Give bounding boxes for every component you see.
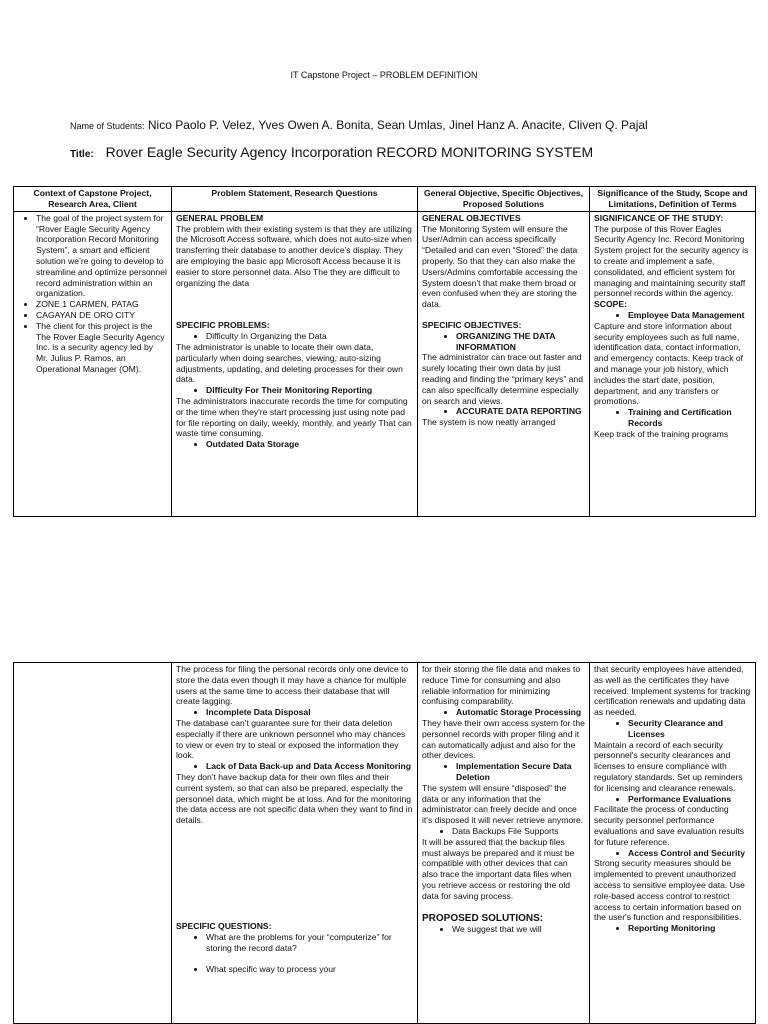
general-objectives-heading: GENERAL OBJECTIVES [422,212,521,223]
project-title-line [70,144,593,160]
list-item: • CAGAYAN DE ORO CITY [36,310,167,321]
list-item: • The client for this project is the The Rover Eagle Security Agency Inc. is a security agency led by Mr. Julius P. Ramos, an Operational Manager (OM). [36,321,167,375]
objective-4-title: • Implementation Secure Data Deletion [456,761,585,783]
problem-3-title: • Outdated Data Storage [206,439,413,450]
problem-continued-text: The process for filing the personal records only one device to store the data even though it may have a chance for multiple users at the same time to access their database that will create lagging. [176,664,409,707]
objective-2-text: The system is now neatly arranged [422,417,556,428]
scope-5-text: Strong security measures should be implemented to prevent unauthorized access to sensitive employee data. Use role-based access control to restrict access to certain information based on the user's function and responsibilities. [594,858,745,923]
problem-definition-table-page2 [13,662,756,1024]
list-item: • ZONE 1 CARMEN, PATAG [36,299,167,310]
problem-1-text: The administrator is unable to locate their own data, particularly when doing searches, viewing, auto-sizing adjustments, updating, and deleting processes for their own data. [176,341,403,385]
general-problem-text: The problem with their existing system is that they are utilizing the Microsoft Access software, which does not auto-size when transferring their database to another device's display. They are employing the basic app Microsoft Access because it is easier to store personnel data. Also The they are difficult to organizing the data [176,223,412,288]
problem-5-title: • Lack of Data Back-up and Data Access Monitoring [206,761,413,772]
question-1: • What are the problems for your “computerize” for storing the record data? [206,932,413,954]
context-cell-continued [14,663,172,1024]
problem-2-text: The administrators inaccurate records the time for computing or the time when they're start processing just using note pad for file reporting on daily, weekly, monthly, and yearly That can waste time consuming. [176,395,412,439]
problem-4-text: The database can't guarantee sure for their data deletion especially if there are unknown personnel who may chances to view or even try to steal or exposed the information they look. [176,717,406,761]
scope-4-title: • Performance Evaluations [628,794,751,805]
table-body-row [14,663,756,1024]
table-header-row [14,187,756,212]
objective-1-title: • ORGANIZING THE DATA INFORMATION [456,331,585,353]
objective-4-text: The system will ensure “disposed” the data or any information that the administrator can freely decide and once it's disposed it will never retrieve anymore. [422,782,584,826]
project-title: Rover Eagle Security Agency Incorporation RECORD MONITORING SYSTEM [105,144,594,160]
significance-cell-continued [590,663,756,1024]
scope-6-title: • Reporting Monitoring [628,923,751,934]
problem-5-text: They don't have backup data for their own files and their current system, so that can also be prepared, especially the personnel data, which might be at loss. And for the monitoring the data access are not specific data when they want to find in details. [176,771,413,826]
header-context: Context of Capstone Project, Research Area, Client [14,187,172,212]
specific-questions-heading: SPECIFIC QUESTIONS: [176,920,272,931]
scope-4-text: Facilitate the process of conducting security personnel performance evaluations and save evaluation results for future reference. [594,804,745,847]
proposed-solutions-heading: PROPOSED SOLUTIONS: [422,912,544,924]
title-label: Title: [70,149,94,160]
objective-5-title: • Data Backups File Supports [452,826,585,837]
context-list [18,213,167,375]
problem-cell-continued [172,663,418,1024]
scope-1-title: • Employee Data Management [628,310,751,321]
significance-cell [590,211,756,516]
objectives-continued-text: for their storing the file data and makes to reduce Time for consuming and also reliable information for minimizing confusing comparability. [422,664,581,707]
problem-definition-table-page1 [13,186,756,517]
significance-text: The purpose of this Rover Eagles Security Agency Inc. Record Monitoring System project for the security agency is to create and implement a safe, consolidated, and efficient system for managing and maintaining security staff personnel records within the agency. [594,223,749,299]
problem-4-title: • Incomplete Data Disposal [206,707,413,718]
table-body-row [14,211,756,516]
problem-2-title: • Difficulty For Their Monitoring Reporting [206,385,413,396]
header-objectives: General Objective, Specific Objectives, Proposed Solutions [418,187,590,212]
specific-problems-heading: SPECIFIC PROBLEMS: [176,320,270,331]
objective-3-title: • Automatic Storage Processing [456,707,585,718]
document-title: IT Capstone Project – PROBLEM DEFINITION [290,70,478,80]
specific-objectives-heading: SPECIFIC OBJECTIVES: [422,319,522,330]
problem-cell [172,211,418,516]
scope-2-text: Keep track of the training programs [594,428,729,439]
students-names: Nico Paolo P. Velez, Yves Owen A. Bonita, Sean Umlas, Jinel Hanz A. Anacite, Cliven Q. Pajal [147,118,648,132]
significance-continued-text: that security employees have attended, as well as the certificates they have received. Implement systems for tracking certification renewals and updating data as needed. [594,664,751,718]
objective-1-text: The administrator can trace out faster and surely locating their own data by just reading and finding the “primary keys” and can also specifically determine especially on search and views. [422,352,583,406]
list-item: • The goal of the project system for “Rover Eagle Security Agency Incorporation Record Monitoring System”, a smart and efficient solution we’re going to develop to streamline and optimize personnel record administration within an organization. [36,213,167,299]
problem-1-title: • Difficulty In Organizing the Data [206,331,413,342]
scope-2-title: • Training and Certification Records [628,407,751,429]
objectives-cell [418,211,590,516]
general-problem-heading: GENERAL PROBLEM [176,212,264,223]
objectives-cell-continued [418,663,590,1024]
objective-2-title: • ACCURATE DATA REPORTING [456,406,585,417]
students-line [70,118,648,132]
scope-3-text: Maintain a record of each security personnel's security clearances and licenses to ensure compliance with regulatory standards. Set up reminders for licensing and clearance renewals. [594,739,743,793]
objective-5-text: It will be assured that the backup files must always be prepared and it must be compatible with other devices that can also trace the important data files when you retrieve access or restoring the old data for saving process. [422,836,575,901]
question-2: • What specific way to process your [206,964,413,975]
significance-heading: SIGNIFICANCE OF THE STUDY: [594,212,724,223]
solution-1: • We suggest that we will [452,924,585,935]
scope-heading: SCOPE: [594,299,627,310]
context-cell [14,211,172,516]
students-label: Name of Students: [70,121,145,131]
general-objectives-text: The Monitoring System will ensure the User/Admin can access specifically “Detailed and can even “Stored” the data properly. So that they can also make the Users/Admins comfortable accessing the System doesn't that make them broad or even confused when they are storing the data. [422,223,578,310]
header-significance: Significance of the Study, Scope and Limitations, Definition of Terms [590,187,756,212]
scope-5-title: • Access Control and Security [628,848,751,859]
objective-3-text: They have their own access system for the personnel records with proper filing and it can automatically adjust and also for the other devices. [422,717,585,761]
scope-3-title: • Security Clearance and Licenses [628,718,751,740]
header-problem: Problem Statement, Research Questions [172,187,418,212]
scope-1-text: Capture and store information about security employees such as full name, identification data, contact information, and emergency contacts. Keep track of and manage your job history, which includes the start date, position, department, and any transfers or promotions. [594,320,744,407]
